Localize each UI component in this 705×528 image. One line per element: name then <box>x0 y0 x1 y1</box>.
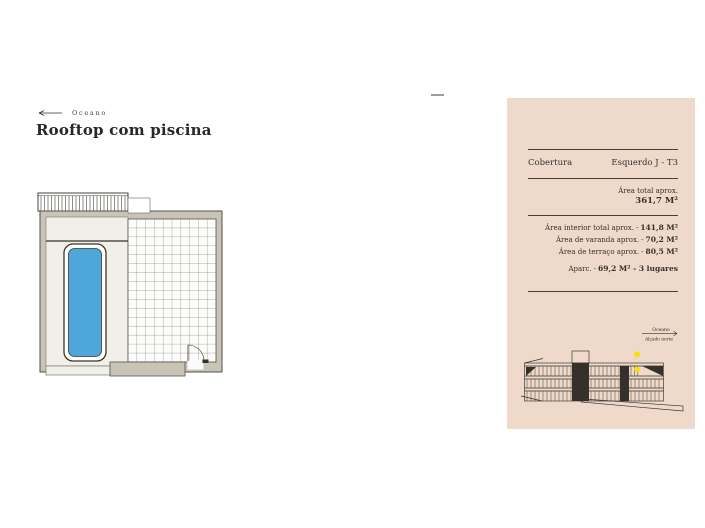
area-value: 141,8 M² <box>640 223 678 232</box>
top-notch <box>128 198 150 213</box>
elevation-compass <box>634 326 682 343</box>
ocean-direction-indicator <box>37 109 107 117</box>
tiled-terrace <box>128 219 216 362</box>
page-title: Rooftop com piscina <box>36 121 212 139</box>
parking-row <box>568 264 678 273</box>
area-row <box>545 234 678 246</box>
separator: - <box>635 224 639 232</box>
unit-type: Cobertura <box>528 158 573 168</box>
unit-info-panel <box>507 98 695 429</box>
unit-id: Esquerdo J - T3 <box>611 158 678 168</box>
building-core <box>572 363 589 401</box>
area-value: 70,2 M² <box>645 235 678 244</box>
compass-elevation-label: Alçado norte <box>645 337 673 343</box>
unit-highlight-dot <box>634 367 640 373</box>
divider <box>528 215 678 216</box>
ocean-label: Oceano <box>72 109 107 117</box>
area-breakdown <box>545 222 678 258</box>
building-core-2 <box>620 366 629 401</box>
center-fold-mark <box>431 94 444 96</box>
building-elevation <box>517 349 690 417</box>
area-row <box>545 222 678 234</box>
divider <box>528 178 678 179</box>
separator: - <box>641 236 644 244</box>
left-arrow-icon <box>37 109 63 117</box>
parking-label: Aparc. <box>568 265 592 273</box>
area-row <box>545 246 678 258</box>
pergola-slats <box>38 193 128 211</box>
swimming-pool <box>64 244 106 361</box>
area-label: Área de terraço aprox. <box>558 248 640 256</box>
right-arrow-icon <box>634 326 682 343</box>
bottom-wall <box>110 362 185 376</box>
floor-plan-drawing <box>35 190 225 380</box>
area-value: 80,5 M² <box>645 247 678 256</box>
total-area-label: Área total aprox. <box>618 187 678 195</box>
rooftop-floor-plan <box>35 190 225 380</box>
roof-wedge <box>642 366 663 376</box>
door-threshold <box>203 360 209 364</box>
unit-header <box>528 158 678 168</box>
separator: - <box>593 265 597 273</box>
total-area-value: 361,7 M² <box>635 196 678 206</box>
separator: - <box>641 248 644 256</box>
area-label: Área de varanda aprox. <box>555 236 640 244</box>
compass-ocean-label: Oceano <box>652 328 670 333</box>
unit-highlight-dot <box>634 352 640 358</box>
bottom-ledge <box>46 366 110 375</box>
building-elevation-drawing <box>517 349 690 417</box>
divider <box>528 149 678 150</box>
area-label: Área interior total aprox. <box>545 224 634 232</box>
parking-value: 69,2 M² - 3 lugares <box>598 264 678 273</box>
divider <box>528 291 678 292</box>
